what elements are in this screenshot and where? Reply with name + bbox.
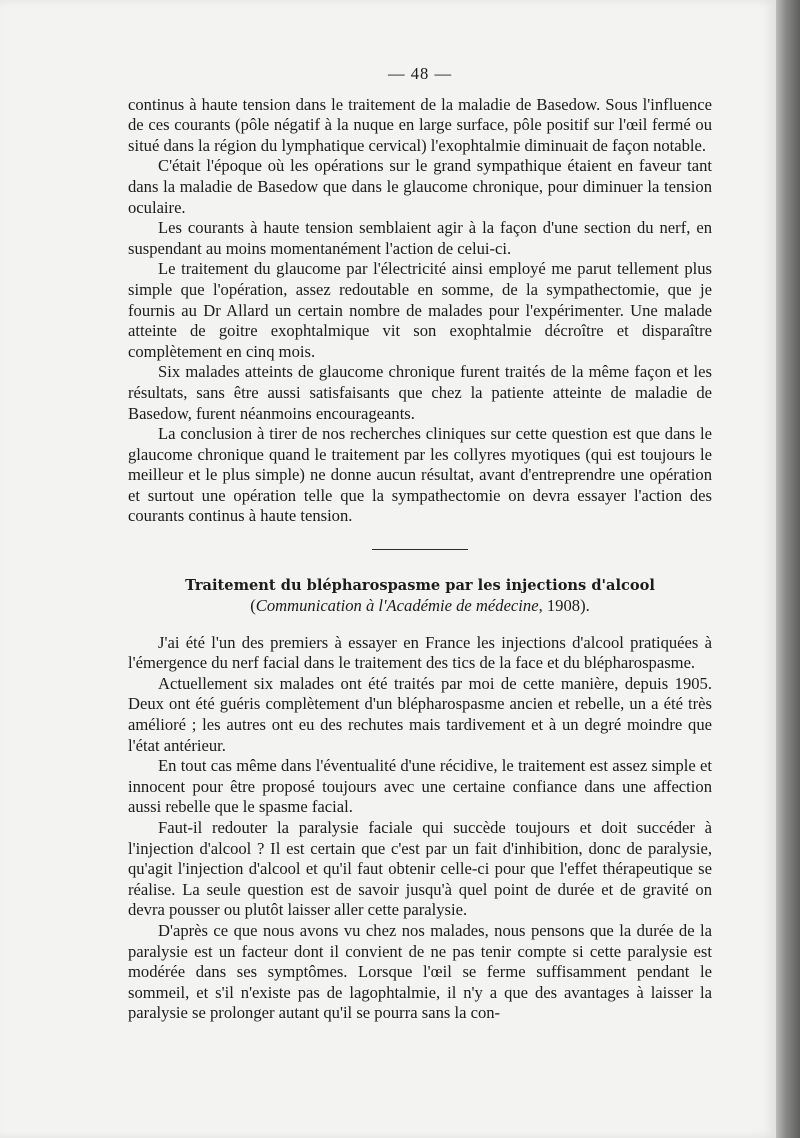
paragraph: J'ai été l'un des premiers à essayer en France les injections d'alcool pratiquées à l'émergence du nerf facial dans le traitement des tics de la face et du blépharospasme. [128,632,712,673]
section-divider [372,549,468,550]
subtitle-open: ( [250,596,256,616]
paragraph: continus à haute tension dans le traitement de la maladie de Basedow. Sous l'influence de ces courants (pôle négatif à la nuque en large surface, pôle positif sur l'œil fermé ou situé dans la région du lymphatique cervical) l'exophtalmie diminuait de façon notable. [128,94,712,155]
paragraph: Actuellement six malades ont été traités par moi de cette manière, depuis 1905. Deux ont été guéris complètement d'un blépharospasme ancien et rebelle, un a été très amélioré ; les autres ont eu des rechutes mais tardivement et à un degré moindre que l'état antérieur. [128,673,712,755]
section-blepharospasm [128,576,712,1024]
section-title: Traitement du blépharospasme par les injections d'alcool [185,577,655,595]
paragraph: Faut-il redouter la paralysie faciale qui succède toujours et doit succéder à l'injection d'alcool ? Il est certain que c'est par un fait d'inhibition, donc de paralysie, qu'agit l'injection d'alcool et qu'il faut obtenir celle-ci pour que l'effet thérapeutique se réalise. La seule question est de savoir jusqu'à quel point de durée et de gravité on devra pousser ou plutôt laisser aller cette paralysie. [128,818,712,920]
page-number: — 48 — [387,64,453,83]
subtitle-italic: Communication à l'Académie de médecine [255,596,539,616]
paragraph: Les courants à haute tension semblaient agir à la façon d'une section du nerf, en suspendant au moins momentanément l'action de celui-ci. [128,218,712,258]
subtitle-rest: , 1908). [538,596,590,616]
paragraph: D'après ce que nous avons vu chez nos malades, nous pensons que la durée de la paralysie est un facteur dont il convient de ne pas tenir compte si cette paralysie est modérée dans ses symptômes. Lorsque l'œil se ferme suffisamment pendant le sommeil, et s'il n'existe pas de lagophtalmie, il n'y a que des avantages à laisser la paralysie se prolonger autant qu'il se pourra sans la con- [128,920,712,1023]
paragraph: La conclusion à tirer de nos recherches cliniques sur cette question est que dans le glaucome chronique quand le traitement par les collyres myotiques (qui est toujours le meilleur et le plus simple) ne donne aucun résultat, avant d'entreprendre une opération et surtout une opération telle que la sympathectomie on devra essayer l'action des courants continus à haute tension. [128,424,712,526]
paragraph: Six malades atteints de glaucome chronique furent traités de la même façon et les résultats, sans être aussi satisfaisants que chez la patiente atteinte de maladie de Basedow, furent néanmoins encourageants. [128,362,712,423]
paragraph: Le traitement du glaucome par l'électricité ainsi employé me parut tellement plus simple que l'opération, assez redoutable en somme, de la sympathectomie, que je fournis au Dr Allard un certain nombre de malades pour l'expérimenter. Une malade atteinte de goitre exophtalmique vit son exophtalmie décroître et disparaître complètement en cinq mois. [128,259,712,361]
page-content [128,64,712,1024]
section-electrotherapy [128,95,712,527]
paragraph: C'était l'époque où les opérations sur le grand sympathique étaient en faveur tant dans la maladie de Basedow que dans le glaucome chronique, pour diminuer la tension oculaire. [128,156,712,217]
page-edge-shadow [776,0,800,1138]
section-subtitle [128,596,712,617]
paragraph: En tout cas même dans l'éventualité d'une récidive, le traitement est assez simple et innocent pour être proposé toujours avec une certaine confiance dans une affection aussi rebelle que le spasme facial. [128,756,712,817]
